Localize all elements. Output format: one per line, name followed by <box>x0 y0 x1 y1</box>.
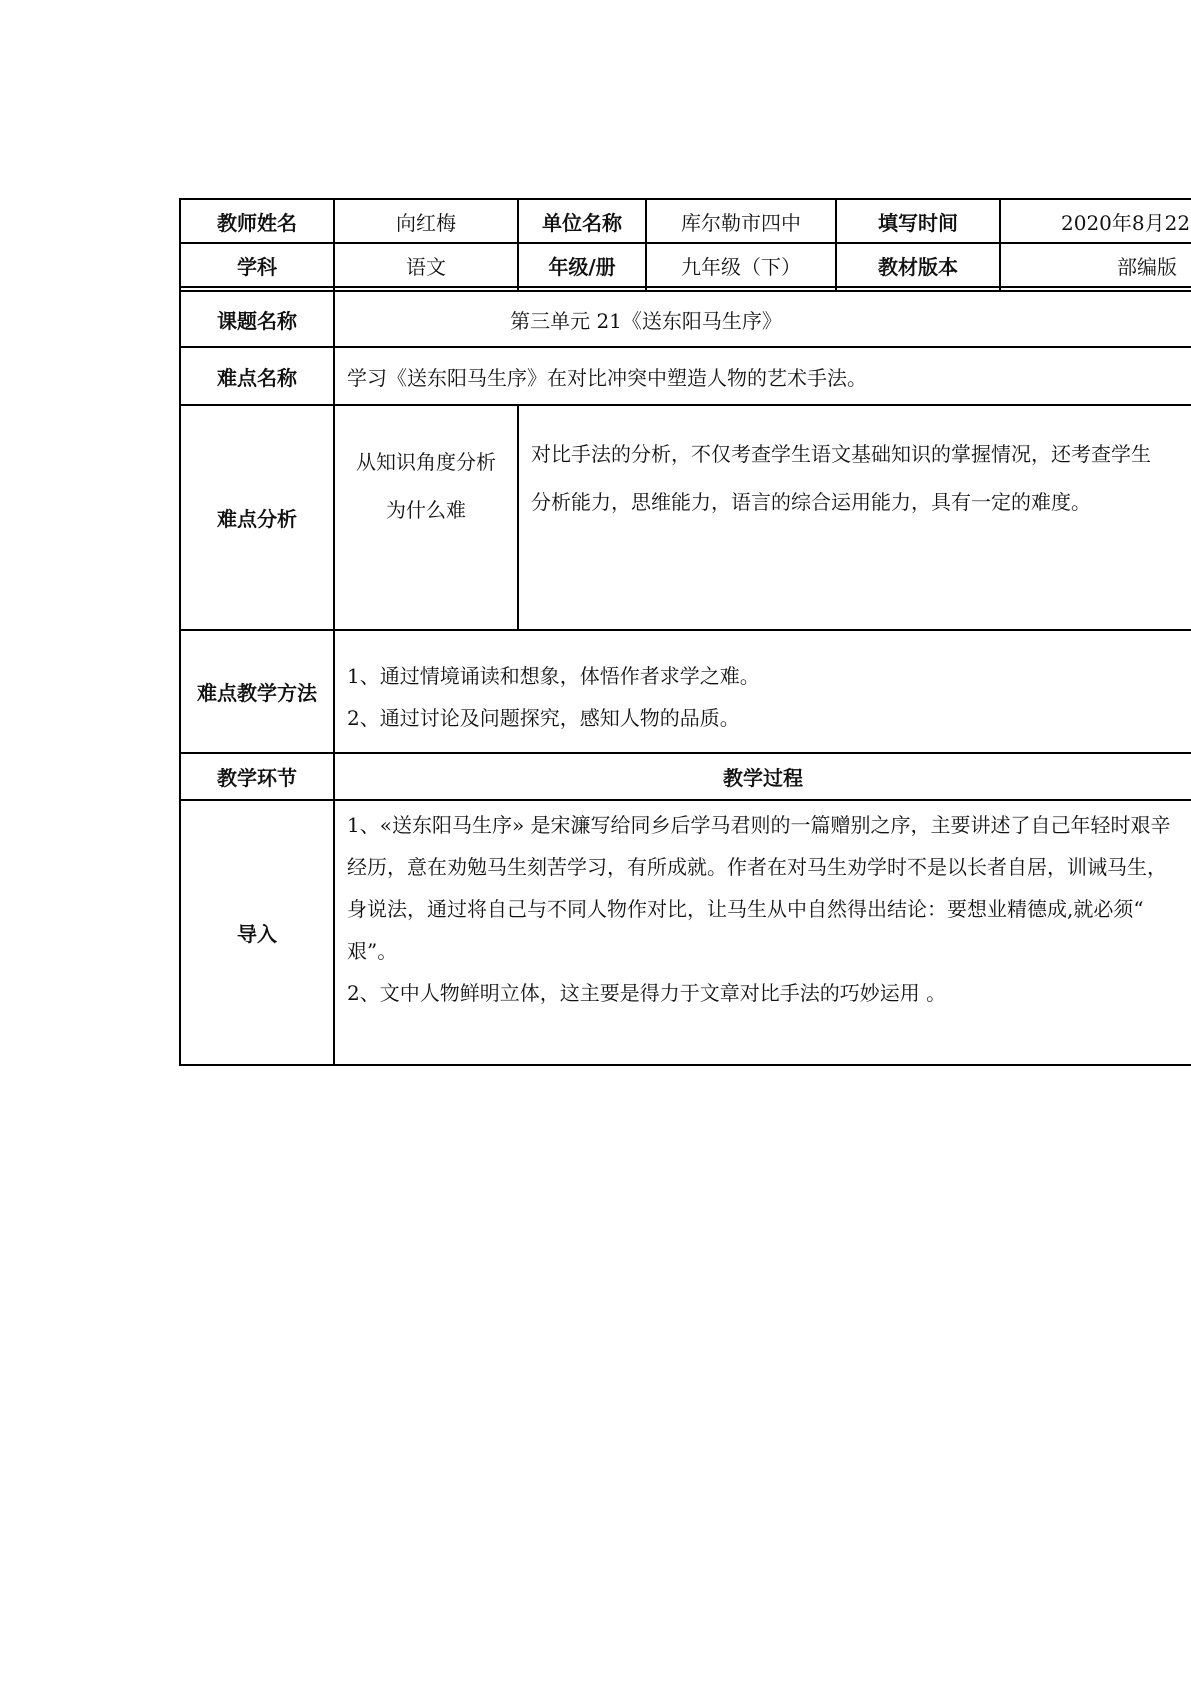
topic-label: 课题名称 <box>217 308 297 333</box>
rule-bottom <box>179 1064 1191 1066</box>
fill-date-label: 填写时间 <box>878 210 958 235</box>
method-line1: 1、通过情境诵读和想象，体悟作者求学之难。 <box>347 664 760 688</box>
analysis-label: 难点分析 <box>217 507 297 531</box>
teacher-name-label: 教师姓名 <box>217 210 297 235</box>
analysis-text-line1: 对比手法的分析，不仅考查学生语文基础知识的掌握情况，还考查学生 <box>531 442 1151 466</box>
grade-value: 九年级（下） <box>681 254 801 279</box>
subject-label: 学科 <box>237 254 277 279</box>
intro-line2: 经历，意在劝勉马生刻苦学习，有所成就。作者在对马生劝学时不是以长者自居，训诫马生， <box>347 855 1167 879</box>
stage-label: 教学环节 <box>217 766 297 790</box>
rule-col2-analysis <box>517 404 519 629</box>
analysis-text-line2: 分析能力，思维能力，语言的综合运用能力，具有一定的难度。 <box>531 490 1091 514</box>
teacher-name-value: 向红梅 <box>396 210 456 235</box>
intro-text <box>347 804 1191 1014</box>
intro-line4: 艰”。 <box>347 939 398 963</box>
edition-label: 教材版本 <box>878 254 958 279</box>
difficulty-label: 难点名称 <box>217 365 297 390</box>
subject-value: 语文 <box>406 254 446 279</box>
unit-name-value: 库尔勒市四中 <box>681 210 801 235</box>
rule-row2 <box>179 286 1191 288</box>
intro-line5: 2、文中人物鲜明立体，这主要是得力于文章对比手法的巧妙运用 。 <box>347 981 947 1005</box>
fill-date-value: 2020年8月22 <box>1061 210 1191 235</box>
method-label: 难点教学方法 <box>197 681 317 705</box>
grade-label: 年级/册 <box>548 254 616 279</box>
analysis-subheader-line2: 为什么难 <box>386 498 466 522</box>
analysis-subheader <box>335 406 517 566</box>
lesson-plan-table <box>179 198 1191 1066</box>
analysis-text <box>531 430 1191 526</box>
intro-line3: 身说法，通过将自己与不同人物作对比，让马生从中自然得出结论：要想业精德成,就必须“ <box>347 897 1144 921</box>
process-label: 教学过程 <box>723 766 803 790</box>
method-text <box>347 655 1191 739</box>
edition-value: 部编版 <box>1117 254 1177 279</box>
difficulty-value: 学习《送东阳马生序》在对比冲突中塑造人物的艺术手法。 <box>347 365 867 390</box>
analysis-subheader-line1: 从知识角度分析 <box>356 450 496 474</box>
intro-line1: 1、«送东阳马生序» 是宋濂写给同乡后学马君则的一篇赠别之序，主要讲述了自己年轻时艰辛 <box>347 813 1171 837</box>
intro-label: 导入 <box>237 922 277 946</box>
unit-name-label: 单位名称 <box>542 210 622 235</box>
method-line2: 2、通过讨论及问题探究，感知人物的品质。 <box>347 706 740 730</box>
topic-value: 第三单元 21《送东阳马生序》 <box>510 308 782 333</box>
